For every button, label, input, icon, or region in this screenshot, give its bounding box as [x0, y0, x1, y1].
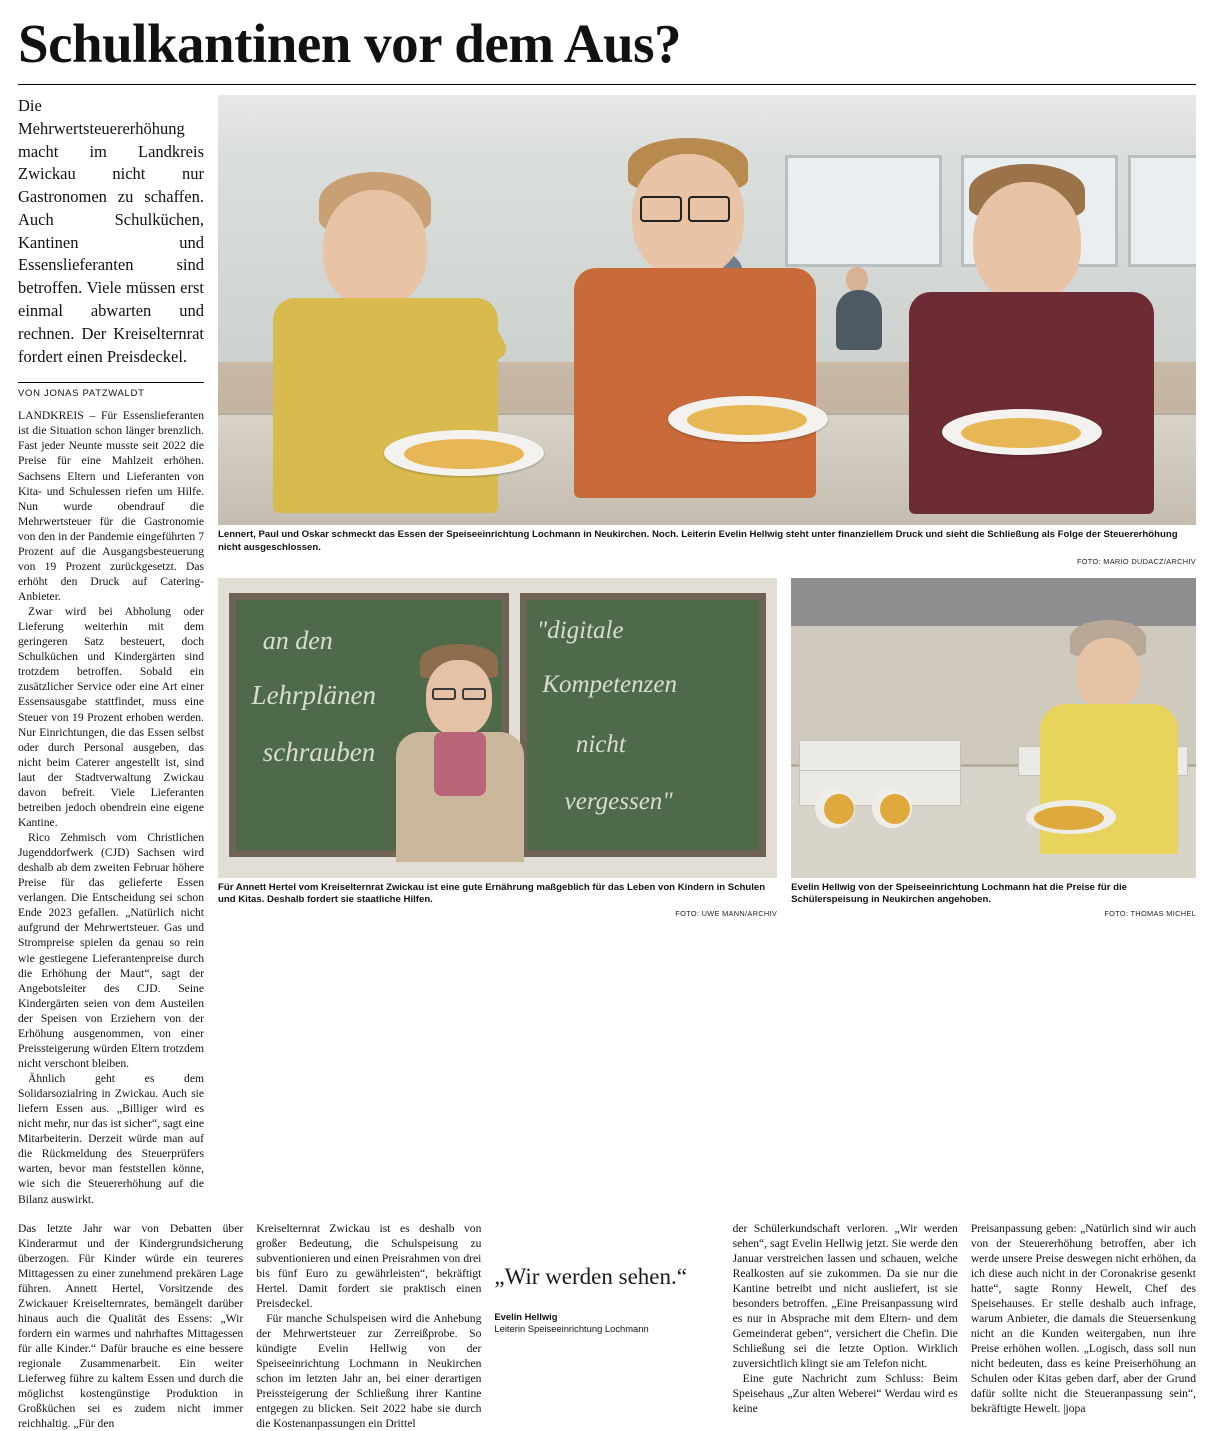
paragraph: Preisanpassung geben: „Natürlich sind wir auch von der Steuererhöhung betroffen, aber ich werde unsere Preise deswegen nicht erhöhen, da ich diese auch nicht in der Coronakrise gesenkt hatte“, sagte Ronny Hewelt, Chef des Speisehauses. Er stelle deshalb auch infrage, warum Anbieter, die damals die Steuersenkung nicht an die Kunden weitergaben, nun ihre Preise erhöhen wollen. „Logisch, dass soll nun nicht bedeuten, dass es keine Preiserhöhung an Schulen oder Kitas geben darf, aber der Grund dafür sollte nicht die Steueranpassung sein“, bekräftigte Hewelt. |jopa: [970, 1221, 1197, 1416]
byline: VON JONAS PATZWALDT: [18, 388, 145, 400]
lead-column: [18, 95, 204, 1207]
photo-column: [218, 95, 1196, 1207]
photo-credit-kitchen: FOTO: THOMAS MICHEL: [1104, 909, 1196, 919]
paragraph: Kreiselternrat Zwickau ist es deshalb von großer Bedeutung, die Schulspeisung zu subventionieren und einen Preisrahmen von drei bis fünf Euro zu gewährleisten“, bekräftigt Hertel. Damit fordert sie praktisch einen Preisdeckel.: [256, 1221, 482, 1310]
photo-chalkboard: an den Lehrplänen schrauben "digitale Kompetenzen nicht vergessen": [218, 578, 777, 878]
paragraph: LANDKREIS – Für Essenslieferanten ist die Situation schon länger brenzlich. Fast jeder Neunte musste seit 2022 die Preise für eine Mahlzeit erhöhen. Sachsens Eltern und Lieferanten von Kita- und Schulessen riefen um Hilfe. Nun wurde obendrauf die Mehrwertsteuer für die Gastronomie von den in der Pandemie eingeführten 7 Prozent auf die Ausgangsbesteuerung von 19 Prozent zurückgesetzt. Das erhöht den Druck auf Catering-Anbieter.: [18, 409, 204, 604]
pullquote-text: „Wir werden sehen.“: [494, 1263, 687, 1289]
photo-block-kitchen: [791, 578, 1196, 919]
secondary-photos: [218, 578, 1196, 919]
photo-caption-chalkboard: Für Annett Hertel vom Kreiselternrat Zwickau ist eine gute Ernährung maßgeblich für das Leben von Kindern in Schulen und Kitas. Deshalb fordert sie staatliche Hilfen.: [218, 881, 766, 906]
paragraph: Für manche Schulspeisen wird die Anhebung der Mehrwertsteuer zur Zerreißprobe. So kündigte Evelin Hellwig von der Speiseeinrichtung Lochmann in Neukirchen schon im letzten Jahr an, bei einer derartigen Preissteigerung der Schließung ihrer Kantine entgegen zu blicken. Seit 2022 habe sie durch die Kostenanpassungen ein Drittel: [256, 1311, 482, 1431]
paragraph: Rico Zehmisch vom Christlichen Jugenddorfwerk (CJD) Sachsen wird deshalb ab dem zweiten Februar höhere Preise für das gelieferte Essen verlangen. Die Entscheidung sei schon Ende 2023 gefallen. „Natürlich nicht aufgrund der Mehrwertsteuer. Gas und Strompreise spielen da genau so rein wie gestiegene Lieferantenpreise durch die Erhöhung der Maut“, sagt der Angebotsleiter des CJD. Seine Kindergärten seien von dem Austeilen der Speisen von Erziehern von der Erhöhung ausgenommen, von einer Preissteigerung würden Eltern trotzdem nicht verschont bleiben.: [18, 831, 204, 1070]
byline-rule: [18, 382, 204, 383]
pullquote-name: Evelin Hellwig: [494, 1310, 558, 1322]
photo-credit-main: FOTO: MARIO DUDACZ/ARCHIV: [1076, 556, 1196, 566]
paragraph: Das letzte Jahr war von Debatten über Kinderarmut und der Kindergrundsicherung überzogen. Für Kinder würde ein teureres Mittagessen zu einer zunehmend prekären Lage führen. Annett Hertel, Vorsitzende des Zwickauer Kreiselternrates, bemängelt darüber hinaus auch die Qualität des Essens: „Wir fordern ein warmes und nahrhaftes Mittagessen für alle Kinder.“ Dafür brauche es eine bessere regionale Zusammenarbeit. Ein weiter Lieferweg führe zu kaltem Essen und durch die möglichst kostengünstige Produktion in Großküchen sei es zudem nicht immer reichhaltig. „Für den: [18, 1221, 244, 1431]
lower-section: [18, 1221, 1196, 1431]
photo-caption-kitchen: Evelin Hellwig von der Speiseeinrichtung Lochmann hat die Preise für die Schülerspeisung in Neukirchen angehoben.: [791, 881, 1127, 906]
photo-kitchen: [791, 578, 1196, 878]
headline-rule: [18, 84, 1196, 85]
body-column-2: [256, 1221, 481, 1431]
paragraph: Eine gute Nachricht zum Schluss: Beim Speisehaus „Zur alten Weberei“ Werdau wird es keine: [732, 1372, 958, 1416]
page-title: Schulkantinen vor dem Aus?: [18, 13, 681, 74]
photo-block-chalkboard: [218, 578, 777, 919]
pullquote-block: [494, 1221, 719, 1431]
pullquote-role: Leiterin Speiseeinrichtung Lochmann: [494, 1322, 649, 1334]
paragraph: Zwar wird bei Abholung oder Lieferung weiterhin mit dem geringeren Satz besteuert, doch Schulküchen und Kindergärten sind trotzdem betroffen. Sobald ein zusätzlicher Service oder eine Art einer Essensausgabe stattfindet, muss eine Steuer von 19 Prozent erhoben werden. Nur Einrichtungen, die das Essen selbst oder durch Personal ausgeben, das nicht beim Caterer angestellt ist, sind laut der Stadtverwaltung Zwickau davon befreit. Viele Lieferanten betreiben jedoch obendrein eine eigene Kantine.: [18, 605, 204, 829]
photo-caption-main: Lennert, Paul und Oskar schmeckt das Essen der Speiseeinrichtung Lochmann in Neukirchen. Noch. Leiterin Evelin Hellwig steht unter finanziellem Druck und sieht die Schließung als Folge der Steuererhöhung nicht ausgeschlossen.: [218, 529, 1178, 553]
body-column-4: [733, 1221, 958, 1431]
body-column-0: [18, 408, 204, 1206]
body-column-1: [18, 1221, 243, 1431]
upper-section: [18, 95, 1196, 1207]
paragraph: Ähnlich geht es dem Solidarsozialring in Zwickau. Auch sie liefern Essen aus. „Billiger wird es nicht mehr, nur das ist sicher“, sagt eine Mitarbeiterin. Derzeit würde man auf die Rückmeldung des Steuerprüfers warten, bevor man feststellen könne, wie sich die Steuererhöhung auf die Bilanz auswirkt.: [18, 1072, 204, 1206]
paragraph: der Schülerkundschaft verloren. „Wir werden sehen“, sagt Evelin Hellwig jetzt. Sie werde den Januar verstreichen lassen und schauen, welche Realkosten auf sie zukommen. Da sie nur die Kantine betreibt und nicht ausliefert, ist sie besonders betroffen. „Eine Preisanpassung wird es nur in Absprache mit dem Eltern- und dem Gemeinderat geben“, versichert die Chefin. Die Schließung sei die letzte Option. Wirklich zuversichtlich klingt sie am Telefon nicht.: [732, 1221, 958, 1371]
body-column-5: [971, 1221, 1196, 1431]
photo-canteen-children: [218, 95, 1196, 525]
lead-paragraph: Die Mehrwertsteuererhöhung macht im Landkreis Zwickau nicht nur Gastronomen zu schaffen. Auch Schulküchen, Kantinen und Essenslieferanten sind betroffen. Viele müssen erst einmal abwarten und rechnen. Der Kreiselternrat fordert einen Preisdeckel.: [18, 96, 204, 366]
photo-credit-chalkboard: FOTO: UWE MANN/ARCHIV: [675, 909, 778, 919]
